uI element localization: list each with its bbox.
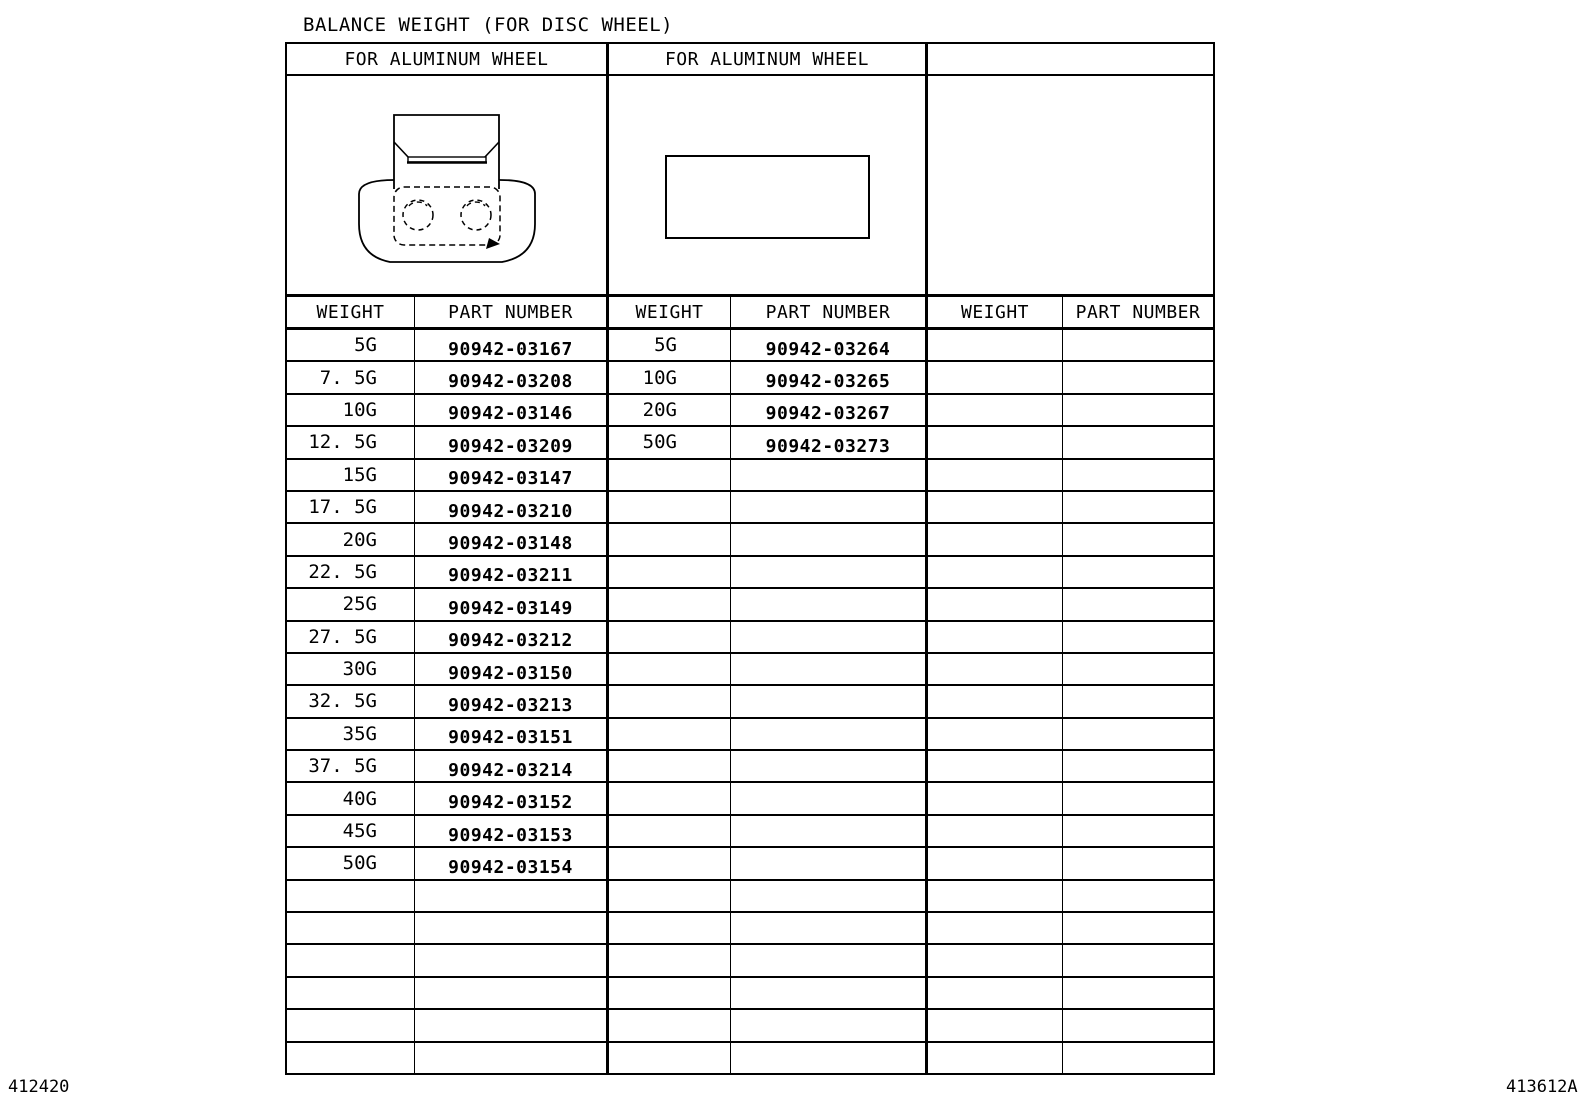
part-number-cell [1063,783,1213,813]
part-number-cell [1063,330,1213,360]
part-number-cell: 90942-03211 [448,565,573,587]
data-rows [287,330,606,1073]
group-header [928,44,1213,76]
weight-cell [928,913,1063,943]
weight-cell [928,881,1063,911]
table-row [287,362,606,394]
table-row [928,492,1213,524]
part-number-cell [415,913,606,943]
weight-cell [928,816,1063,846]
table-row [287,524,606,556]
table-row [287,557,606,589]
weight-cell [928,1010,1063,1040]
part-number-cell: 90942-03209 [448,435,573,457]
weight-cell [609,1043,731,1073]
weight-cell: 10G [287,395,415,425]
part-number-cell: 90942-03153 [448,824,573,846]
weight-cell [287,1010,415,1040]
part-number-cell [1063,881,1213,911]
table-row [928,427,1213,459]
part-number-cell [1063,945,1213,975]
part-number-cell [731,654,925,684]
data-rows [609,330,925,1073]
part-number-cell [1063,848,1213,878]
table-row [609,913,925,945]
weight-column-header: WEIGHT [287,297,415,327]
weight-cell: 25G [287,589,415,619]
weight-cell: 50G [287,848,415,878]
table-row [609,1010,925,1042]
column-headers [287,297,606,330]
part-number-cell [1063,622,1213,652]
table-row [287,978,606,1010]
page-code-left: 412420 [8,1077,70,1097]
table-row [609,589,925,621]
table-row [287,460,606,492]
weight-cell: 30G [287,654,415,684]
table-row [287,945,606,977]
table-row [928,1043,1213,1073]
part-number-cell: 90942-03213 [448,694,573,716]
weight-cell [609,1010,731,1040]
part-number-cell: 90942-03147 [448,468,573,490]
part-number-cell [1063,395,1213,425]
table-row [609,816,925,848]
table-row [928,783,1213,815]
part-number-cell [415,881,606,911]
part-number-cell [731,848,925,878]
weight-cell [928,783,1063,813]
weight-cell [609,654,731,684]
table-row [928,654,1213,686]
part-number-cell [1063,460,1213,490]
weight-cell [928,751,1063,781]
part-number-cell [731,881,925,911]
table-row [287,881,606,913]
table-group-clip-on [287,44,609,1073]
table-row [609,362,925,394]
weight-cell: 35G [287,719,415,749]
weight-cell [609,913,731,943]
weight-cell [928,492,1063,522]
table-row [609,427,925,459]
table-row [928,524,1213,556]
part-number-cell [731,622,925,652]
part-number-cell [1063,427,1213,457]
part-number-cell [731,816,925,846]
weight-cell: 20G [287,524,415,554]
weight-cell [928,524,1063,554]
weight-cell [928,654,1063,684]
table-row [609,330,925,362]
weight-cell [609,686,731,716]
table-row [287,330,606,362]
part-number-cell: 90942-03152 [448,792,573,814]
weight-cell: 15G [287,460,415,490]
weight-cell [928,460,1063,490]
part-number-cell [1063,654,1213,684]
weight-cell [609,816,731,846]
weight-cell: 5G [287,330,415,360]
illustration-cell [609,76,925,297]
part-number-cell [1063,913,1213,943]
table-row [287,816,606,848]
part-number-cell [731,686,925,716]
group-header: FOR ALUMINUM WHEEL [287,44,606,76]
table-row [287,1010,606,1042]
part-number-cell [731,945,925,975]
part-number-cell: 90942-03154 [448,856,573,878]
weight-cell [609,589,731,619]
part-number-cell: 90942-03150 [448,662,573,684]
table-row [287,492,606,524]
table-row [928,1010,1213,1042]
part-number-cell [1063,1010,1213,1040]
table-row [928,395,1213,427]
part-number-cell [731,589,925,619]
column-headers [609,297,925,330]
part-number-cell: 90942-03167 [448,338,573,360]
part-number-cell [731,978,925,1008]
weight-cell [287,1043,415,1073]
part-number-cell [1063,524,1213,554]
weight-cell [287,881,415,911]
group-header: FOR ALUMINUM WHEEL [609,44,925,76]
part-number-cell: 90942-03214 [448,759,573,781]
part-number-cell [731,719,925,749]
weight-cell [928,686,1063,716]
part-number-cell [1063,751,1213,781]
part-number-cell [1063,816,1213,846]
table-row [609,848,925,880]
weight-cell [609,978,731,1008]
table-row [609,1043,925,1073]
weight-column-header: WEIGHT [609,297,731,327]
weight-cell [928,427,1063,457]
weight-cell [609,945,731,975]
table-row [609,945,925,977]
table-row [287,395,606,427]
table-row [928,460,1213,492]
table-row [287,622,606,654]
table-row [928,686,1213,718]
part-number-cell [1063,362,1213,392]
part-number-cell [731,751,925,781]
weight-cell [928,978,1063,1008]
weight-cell [928,589,1063,619]
part-number-cell [1063,686,1213,716]
table-row [928,589,1213,621]
table-row [287,589,606,621]
weight-cell: 5G [609,330,731,360]
table-row [928,719,1213,751]
weight-cell: 27. 5G [287,622,415,652]
weight-cell [287,945,415,975]
weight-cell [609,622,731,652]
stick-on-balance-weight-icon [665,155,870,239]
table-row [609,395,925,427]
table-group-stick-on [609,44,928,1073]
table-row [928,848,1213,880]
page-title: BALANCE WEIGHT (FOR DISC WHEEL) [303,14,674,36]
weight-cell [928,362,1063,392]
weight-cell [609,848,731,878]
weight-cell [609,524,731,554]
part-number-column-header: PART NUMBER [448,301,573,323]
table-row [287,686,606,718]
weight-cell [928,330,1063,360]
weight-cell [609,751,731,781]
weight-cell [928,622,1063,652]
table-row [609,881,925,913]
weight-cell: 12. 5G [287,427,415,457]
part-number-cell [1063,719,1213,749]
part-number-cell: 90942-03146 [448,403,573,425]
table-row [287,751,606,783]
part-number-cell [1063,492,1213,522]
weight-cell: 17. 5G [287,492,415,522]
table-row [928,622,1213,654]
weight-cell: 32. 5G [287,686,415,716]
illustration-cell [928,76,1213,297]
weight-cell [928,945,1063,975]
weight-cell [609,557,731,587]
weight-cell [609,492,731,522]
weight-cell [928,848,1063,878]
weight-cell: 45G [287,816,415,846]
part-number-cell [731,524,925,554]
weight-cell [928,395,1063,425]
table-row [287,427,606,459]
weight-cell [928,719,1063,749]
table-row [928,945,1213,977]
table-row [287,913,606,945]
table-row [928,557,1213,589]
table-row [609,978,925,1010]
table-row [287,719,606,751]
table-row [928,978,1213,1010]
part-number-cell [731,1043,925,1073]
table-row [287,654,606,686]
part-number-cell: 90942-03149 [448,597,573,619]
weight-cell [609,719,731,749]
table-group-empty [928,44,1213,1073]
column-headers [928,297,1213,330]
table-row [609,719,925,751]
part-number-cell: 90942-03264 [765,338,891,360]
part-number-cell [415,1043,606,1073]
weight-cell [609,783,731,813]
part-number-cell: 90942-03273 [765,435,891,457]
part-number-cell: 90942-03265 [765,371,891,393]
table-row [609,492,925,524]
weight-cell: 37. 5G [287,751,415,781]
illustration-cell [287,76,606,297]
balance-weight-table [285,42,1215,1075]
data-rows [928,330,1213,1073]
part-number-column-header: PART NUMBER [1075,301,1201,323]
part-number-cell: 90942-03151 [448,727,573,749]
part-number-cell [731,460,925,490]
weight-cell [928,557,1063,587]
table-row [609,686,925,718]
weight-cell: 10G [609,362,731,392]
table-row [928,913,1213,945]
weight-cell [928,1043,1063,1073]
table-row [609,751,925,783]
part-number-cell: 90942-03267 [765,403,891,425]
part-number-cell [415,945,606,975]
table-row [609,622,925,654]
part-number-cell [415,1010,606,1040]
clip-on-balance-weight-icon [352,110,542,270]
part-number-column-header: PART NUMBER [765,301,891,323]
part-number-cell [1063,1043,1213,1073]
weight-cell [287,978,415,1008]
part-number-cell: 90942-03208 [448,371,573,393]
weight-column-header: WEIGHT [928,297,1063,327]
table-row [928,881,1213,913]
table-row [928,362,1213,394]
part-number-cell: 90942-03212 [448,630,573,652]
page-code-right: 413612A [1506,1077,1578,1097]
weight-cell: 40G [287,783,415,813]
part-number-cell [1063,978,1213,1008]
weight-cell: 7. 5G [287,362,415,392]
part-number-cell: 90942-03210 [448,500,573,522]
table-row [287,848,606,880]
table-row [287,1043,606,1073]
part-number-cell: 90942-03148 [448,533,573,555]
weight-cell: 22. 5G [287,557,415,587]
table-row [609,557,925,589]
table-row [609,654,925,686]
table-row [928,330,1213,362]
weight-cell [287,913,415,943]
table-row [609,783,925,815]
part-number-cell [731,783,925,813]
part-number-cell [1063,557,1213,587]
part-number-cell [731,913,925,943]
weight-cell [609,460,731,490]
part-number-cell [415,978,606,1008]
weight-cell: 50G [609,427,731,457]
table-row [287,783,606,815]
table-row [928,751,1213,783]
table-row [928,816,1213,848]
table-row [609,524,925,556]
part-number-cell [731,492,925,522]
table-row [609,460,925,492]
part-number-cell [731,1010,925,1040]
part-number-cell [1063,589,1213,619]
weight-cell: 20G [609,395,731,425]
weight-cell [609,881,731,911]
part-number-cell [731,557,925,587]
